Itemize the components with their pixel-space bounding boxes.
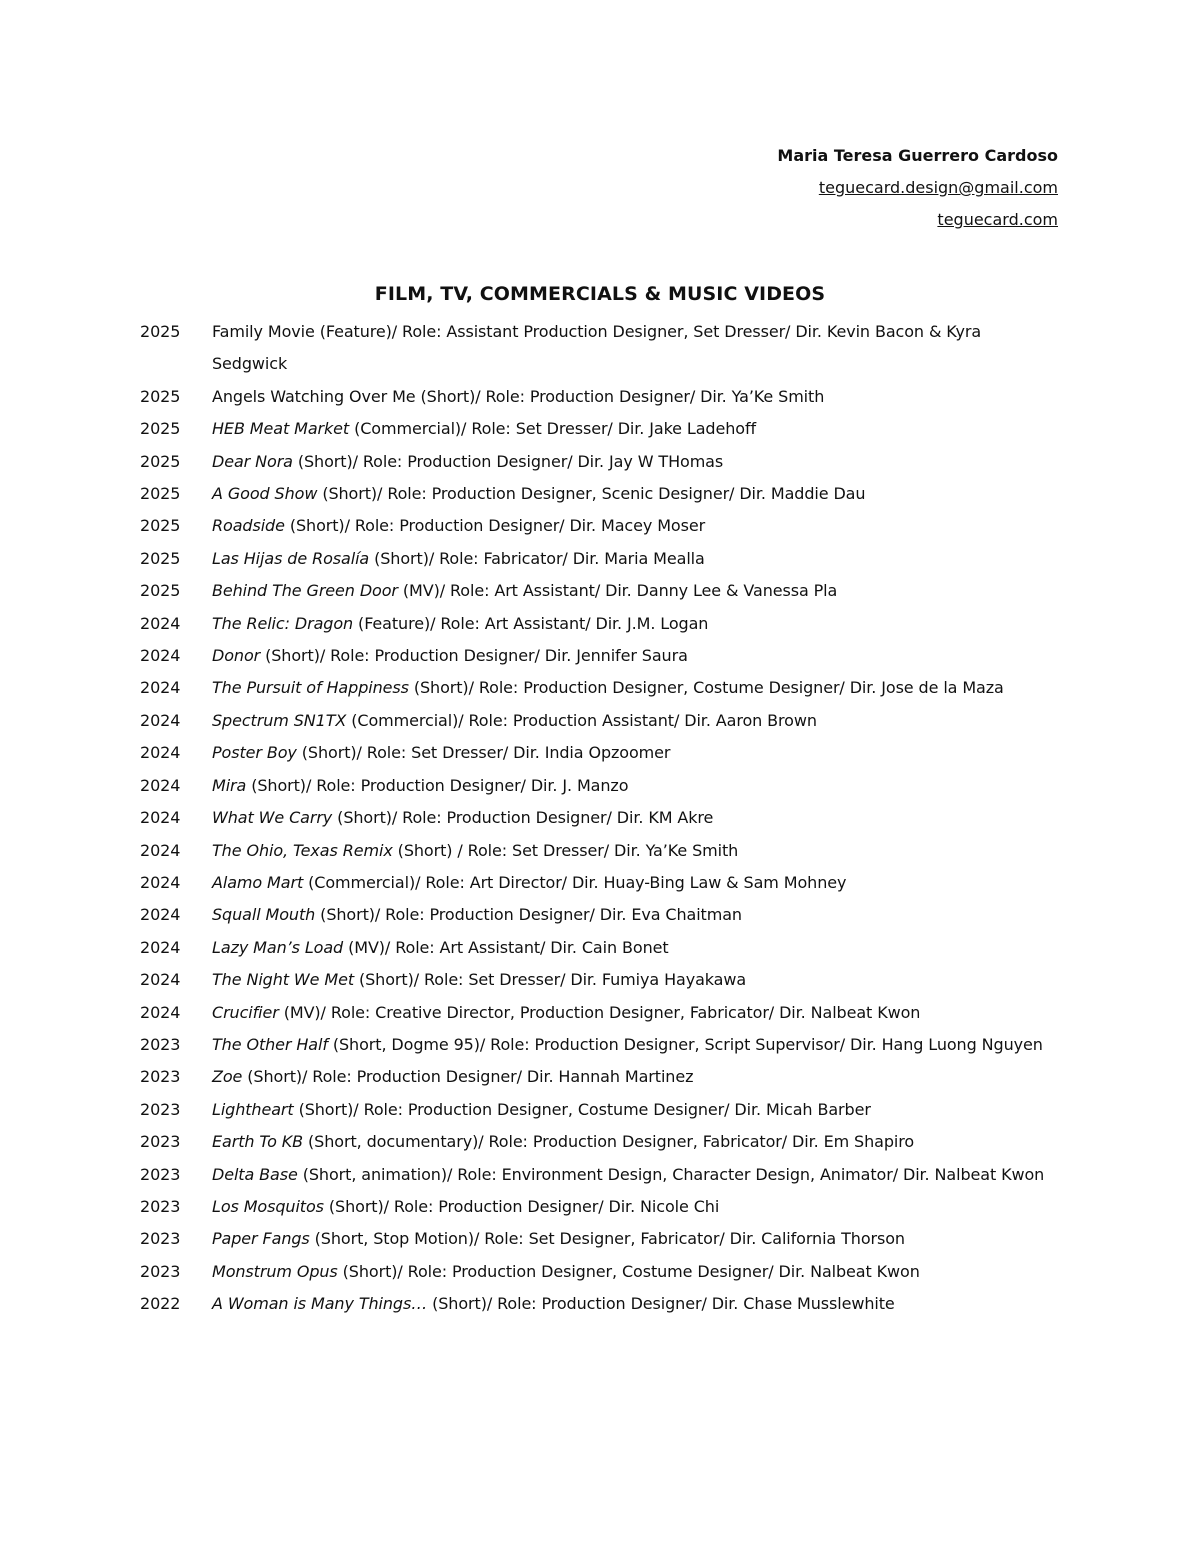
- credit-detail: (Short, Stop Motion)/ Role: Set Designer, Fabricator/ Dir. California Thorson: [309, 1229, 905, 1249]
- credit-detail: (Short, Dogme 95)/ Role: Production Designer, Script Supervisor/ Dir. Hang Luong Nguyen: [327, 1034, 1043, 1054]
- credit-title: Behind The Green Door: [212, 581, 398, 601]
- credit-text: [212, 1061, 1060, 1093]
- credit-detail: (Commercial)/ Role: Set Dresser/ Dir. Jake Ladehoff: [349, 419, 757, 439]
- credit-detail: (Commercial)/ Role: Art Director/ Dir. Huay-Bing Law & Sam Mohney: [303, 872, 847, 892]
- credit-row: [140, 705, 1060, 737]
- credit-detail: (Short)/ Role: Production Designer/ Dir. Jay W THomas: [292, 451, 724, 471]
- credit-text: [212, 316, 1060, 381]
- credit-detail: (Short, animation)/ Role: Environment Design, Character Design, Animator/ Dir. Nalbeat Kwon: [297, 1164, 1045, 1184]
- credit-year: 2025: [140, 548, 181, 568]
- credit-year: 2023: [140, 1229, 181, 1249]
- credit-detail: (Short)/ Role: Production Designer/ Dir. KM Akre: [332, 808, 714, 828]
- credit-detail: (Short)/ Role: Production Designer/ Dir. Jennifer Saura: [260, 646, 688, 666]
- credit-row: [140, 446, 1060, 478]
- credit-detail: (Short)/ Role: Set Dresser/ Dir. Fumiya Hayakawa: [354, 970, 747, 990]
- credit-row: [140, 835, 1060, 867]
- credit-detail: (Short)/ Role: Production Designer/ Dir. Chase Musslewhite: [427, 1294, 895, 1314]
- credit-year: 2024: [140, 613, 181, 633]
- credit-year: 2024: [140, 1002, 181, 1022]
- credit-title: The Ohio, Texas Remix: [212, 840, 393, 860]
- credit-row: [140, 1256, 1060, 1288]
- credit-year: 2024: [140, 970, 181, 990]
- credit-detail: Family Movie (Feature)/ Role: Assistant Production Designer, Set Dresser/ Dir. Kevin Bacon & Kyra Sedgwick: [212, 322, 982, 374]
- credit-row: [140, 640, 1060, 672]
- credit-year: 2024: [140, 840, 181, 860]
- credit-detail: (Feature)/ Role: Art Assistant/ Dir. J.M. Logan: [353, 613, 709, 633]
- credit-text: [212, 867, 1060, 899]
- credit-year: 2023: [140, 1196, 181, 1216]
- credit-text: [212, 1029, 1060, 1061]
- credit-title: Lightheart: [212, 1099, 294, 1119]
- credit-text: [212, 997, 1060, 1029]
- website-link[interactable]: teguecard.com: [937, 210, 1058, 229]
- credit-year: 2022: [140, 1294, 181, 1314]
- credit-title: Donor: [212, 646, 261, 666]
- credit-year: 2024: [140, 937, 181, 957]
- credit-detail: (Short)/ Role: Production Designer, Costume Designer/ Dir. Jose de la Maza: [408, 678, 1004, 698]
- credit-text: [212, 543, 1060, 575]
- credit-text: [212, 899, 1060, 931]
- credit-row: [140, 381, 1060, 413]
- credit-year: 2023: [140, 1034, 181, 1054]
- credit-row: [140, 1126, 1060, 1158]
- credit-year: 2024: [140, 775, 181, 795]
- credit-title: Zoe: [212, 1067, 243, 1087]
- credit-year: 2024: [140, 743, 181, 763]
- credit-row: [140, 478, 1060, 510]
- credit-row: [140, 543, 1060, 575]
- credit-detail: (Short)/ Role: Fabricator/ Dir. Maria Mealla: [369, 548, 705, 568]
- credit-detail: Angels Watching Over Me (Short)/ Role: Production Designer/ Dir. Ya’Ke Smith: [212, 386, 825, 406]
- credit-text: [212, 575, 1060, 607]
- credit-text: [212, 737, 1060, 769]
- credit-title: Los Mosquitos: [212, 1196, 324, 1216]
- credit-year: 2025: [140, 451, 181, 471]
- credit-row: [140, 413, 1060, 445]
- credit-text: [212, 964, 1060, 996]
- section-title: FILM, TV, COMMERCIALS & MUSIC VIDEOS: [374, 283, 826, 305]
- credit-row: [140, 1159, 1060, 1191]
- credit-text: [212, 1223, 1060, 1255]
- credit-text: [212, 1288, 1060, 1320]
- contact-block: [777, 140, 1058, 236]
- credit-title: The Pursuit of Happiness: [212, 678, 409, 698]
- credit-text: [212, 381, 1060, 413]
- credit-year: 2025: [140, 419, 181, 439]
- credits-list: [140, 316, 1060, 1321]
- credit-title: A Woman is Many Things…: [212, 1294, 428, 1314]
- credit-row: [140, 932, 1060, 964]
- credit-title: A Good Show: [212, 484, 318, 504]
- credit-title: Monstrum Opus: [212, 1261, 338, 1281]
- credit-year: 2023: [140, 1099, 181, 1119]
- credit-text: [212, 608, 1060, 640]
- credit-text: [212, 1126, 1060, 1158]
- credit-year: 2025: [140, 484, 181, 504]
- credit-row: [140, 1094, 1060, 1126]
- credit-year: 2024: [140, 646, 181, 666]
- credit-detail: (Short)/ Role: Set Dresser/ Dir. India Opzoomer: [296, 743, 671, 763]
- credit-row: [140, 1223, 1060, 1255]
- credit-detail: (Short)/ Role: Production Designer/ Dir. Nicole Chi: [323, 1196, 720, 1216]
- credit-text: [212, 770, 1060, 802]
- credit-text: [212, 478, 1060, 510]
- credit-year: 2025: [140, 581, 181, 601]
- credit-text: [212, 672, 1060, 704]
- credit-detail: (MV)/ Role: Art Assistant/ Dir. Cain Bonet: [343, 937, 669, 957]
- credit-title: Poster Boy: [212, 743, 297, 763]
- credit-detail: (Short, documentary)/ Role: Production Designer, Fabricator/ Dir. Em Shapiro: [303, 1132, 915, 1152]
- credit-text: [212, 1256, 1060, 1288]
- credit-row: [140, 770, 1060, 802]
- credit-row: [140, 802, 1060, 834]
- credit-title: Earth To KB: [212, 1132, 304, 1152]
- credit-text: [212, 835, 1060, 867]
- credit-title: Dear Nora: [212, 451, 293, 471]
- credit-detail: (Short)/ Role: Production Designer, Scenic Designer/ Dir. Maddie Dau: [317, 484, 866, 504]
- credit-text: [212, 932, 1060, 964]
- credit-text: [212, 510, 1060, 542]
- credit-detail: (Short)/ Role: Production Designer, Costume Designer/ Dir. Micah Barber: [293, 1099, 871, 1119]
- credit-text: [212, 1094, 1060, 1126]
- credit-detail: (Short)/ Role: Production Designer/ Dir. J. Manzo: [246, 775, 629, 795]
- credit-title: Alamo Mart: [212, 872, 304, 892]
- credit-title: Las Hijas de Rosalía: [212, 548, 370, 568]
- credit-title: Delta Base: [212, 1164, 298, 1184]
- credit-title: The Relic: Dragon: [212, 613, 354, 633]
- credit-text: [212, 1191, 1060, 1223]
- credit-year: 2025: [140, 322, 181, 341]
- credit-year: 2024: [140, 808, 181, 828]
- credit-row: [140, 1061, 1060, 1093]
- credit-row: [140, 608, 1060, 640]
- credit-text: [212, 413, 1060, 445]
- contact-name: Maria Teresa Guerrero Cardoso: [777, 146, 1058, 165]
- credit-year: 2024: [140, 710, 181, 730]
- credit-detail: (Commercial)/ Role: Production Assistant/ Dir. Aaron Brown: [346, 710, 817, 730]
- credit-detail: (Short)/ Role: Production Designer/ Dir. Macey Moser: [284, 516, 706, 536]
- credit-title: HEB Meat Market: [212, 419, 350, 439]
- credit-title: Squall Mouth: [212, 905, 316, 925]
- credit-year: 2024: [140, 872, 181, 892]
- credit-text: [212, 802, 1060, 834]
- credit-detail: (Short)/ Role: Production Designer, Costume Designer/ Dir. Nalbeat Kwon: [337, 1261, 920, 1281]
- credit-year: 2023: [140, 1164, 181, 1184]
- credit-detail: (Short) / Role: Set Dresser/ Dir. Ya’Ke Smith: [392, 840, 739, 860]
- credit-title: Mira: [212, 775, 247, 795]
- credit-title: What We Carry: [212, 808, 333, 828]
- credit-row: [140, 1191, 1060, 1223]
- credit-title: Paper Fangs: [212, 1229, 310, 1249]
- credit-row: [140, 737, 1060, 769]
- credit-row: [140, 1029, 1060, 1061]
- credit-text: [212, 640, 1060, 672]
- credit-row: [140, 1288, 1060, 1320]
- credit-year: 2023: [140, 1067, 181, 1087]
- credit-row: [140, 867, 1060, 899]
- credit-row: [140, 964, 1060, 996]
- credit-title: Spectrum SN1TX: [212, 710, 347, 730]
- credit-row: [140, 575, 1060, 607]
- credit-year: 2024: [140, 905, 181, 925]
- credit-title: Lazy Man’s Load: [212, 937, 344, 957]
- credit-row: [140, 510, 1060, 542]
- credit-year: 2023: [140, 1261, 181, 1281]
- credit-row: [140, 316, 1060, 381]
- credit-title: The Other Half: [212, 1034, 328, 1054]
- credit-text: [212, 1159, 1060, 1191]
- credit-row: [140, 997, 1060, 1029]
- email-link[interactable]: teguecard.design@gmail.com: [818, 178, 1058, 197]
- credit-detail: (Short)/ Role: Production Designer/ Dir. Eva Chaitman: [315, 905, 742, 925]
- credit-year: 2025: [140, 386, 181, 406]
- credit-year: 2024: [140, 678, 181, 698]
- credit-year: 2025: [140, 516, 181, 536]
- credit-title: The Night We Met: [212, 970, 354, 990]
- credit-detail: (Short)/ Role: Production Designer/ Dir. Hannah Martinez: [242, 1067, 694, 1087]
- credit-title: Roadside: [212, 516, 285, 536]
- credit-row: [140, 899, 1060, 931]
- credit-detail: (MV)/ Role: Creative Director, Production Designer, Fabricator/ Dir. Nalbeat Kwon: [278, 1002, 921, 1022]
- credit-title: Crucifier: [212, 1002, 279, 1022]
- credit-text: [212, 705, 1060, 737]
- credit-row: [140, 672, 1060, 704]
- credit-year: 2023: [140, 1132, 181, 1152]
- credit-text: [212, 446, 1060, 478]
- credit-detail: (MV)/ Role: Art Assistant/ Dir. Danny Lee & Vanessa Pla: [397, 581, 838, 601]
